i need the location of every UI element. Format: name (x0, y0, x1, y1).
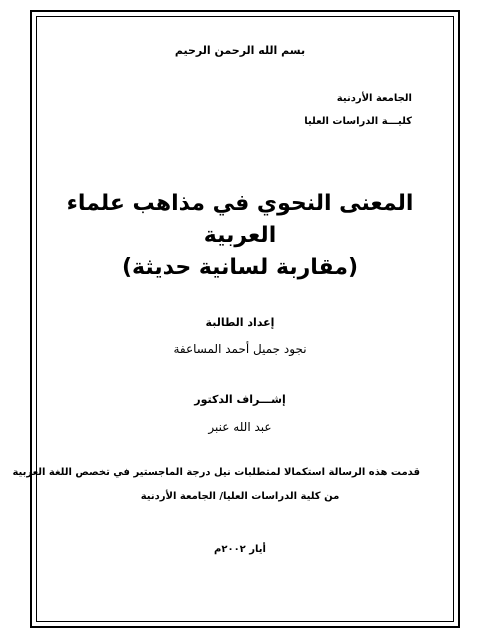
thesis-title-line-3: (مقاربة لسانية حديثة) (121, 255, 359, 280)
university-name: الجامعة الأردنية (336, 93, 412, 104)
student-name: نجود جميل أحمد المساعفة (173, 342, 307, 356)
college-name: كليـــة الدراسات العليا (304, 116, 412, 127)
prepared-by-label: إعداد الطالبة (205, 316, 275, 329)
supervised-by-label: إشـــراف الدكتور (194, 393, 286, 406)
basmala: بسم الله الرحمن الرحيم (174, 44, 306, 57)
thesis-title-line-1: المعنى النحوي في مذاهب علماء (66, 191, 414, 216)
thesis-submission-note (12, 461, 420, 509)
thesis-note-line-2: من كلية الدراسات العليا/ الجامعة الأردنية (140, 491, 340, 502)
thesis-note-line-1: قدمت هذه الرسالة استكمالا لمتطلبات نيل درجة الماجستير في تخصص اللغة العربية (12, 467, 420, 478)
supervisor-name: عبد الله عنبر (208, 420, 272, 434)
submission-date: أيار ٢٠٠٢م (214, 544, 266, 555)
thesis-title (0, 188, 480, 284)
thesis-title-line-2: العربية (203, 223, 277, 248)
